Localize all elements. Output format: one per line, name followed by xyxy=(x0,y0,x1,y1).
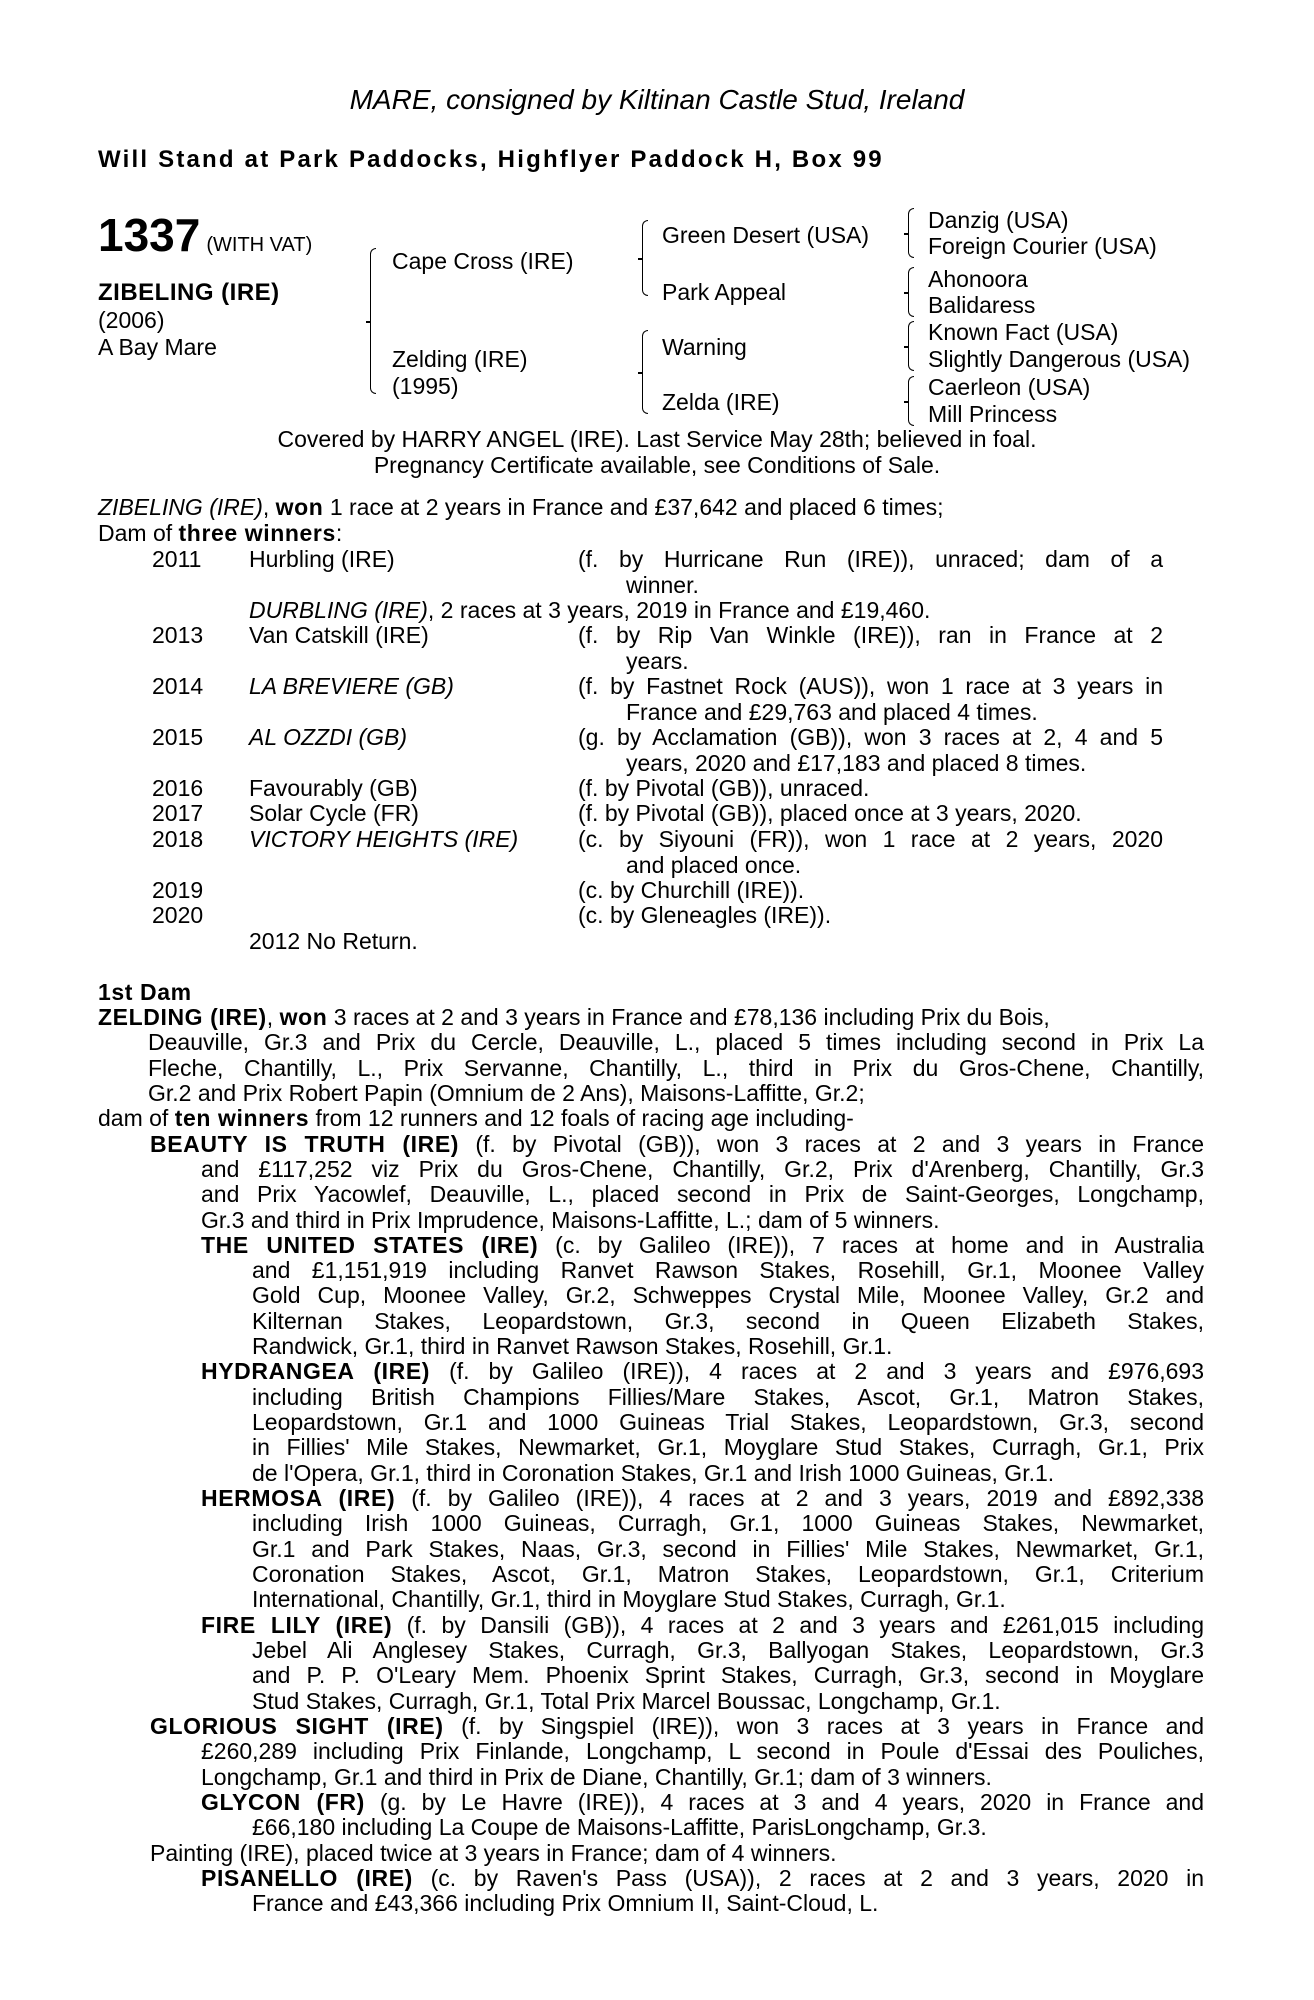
pregnancy-line: Pregnancy Certificate available, see Conditions of Sale. xyxy=(373,452,941,478)
united-line-5: Randwick, Gr.1, third in Ranvet Rawson Stakes, Rosehill, Gr.1. xyxy=(252,1333,893,1359)
no-return-note: 2012 No Return. xyxy=(249,928,418,954)
hermosa-line-5: International, Chantilly, Gr.1, third in Moyglare Stud Stakes, Curragh, Gr.1. xyxy=(252,1586,1006,1612)
produce-name: AL OZZDI (GB) xyxy=(249,724,408,750)
produce-year: 2017 xyxy=(152,800,204,826)
sep: , xyxy=(262,494,276,520)
hermosa-line-1 xyxy=(201,1485,1204,1511)
pedigree-brace-sire xyxy=(638,220,648,296)
produce-details: (f. by Pivotal (GB)), placed once at 3 years, 2020. xyxy=(578,800,1082,826)
pedigree-brace-ss xyxy=(904,208,914,258)
hydrangea-line-1 xyxy=(201,1358,1204,1384)
covered-line: Covered by HARRY ANGEL (IRE). Last Service May 28th; believed in foal. xyxy=(277,426,1037,452)
produce-name: LA BREVIERE (GB) xyxy=(249,673,454,699)
produce-year: 2014 xyxy=(152,673,204,699)
pisanello-line-2: France and £43,366 including Prix Omnium II, Saint-Cloud, L. xyxy=(252,1890,879,1916)
horse-description: A Bay Mare xyxy=(98,334,217,360)
text: (f. by Pivotal (GB)), won 3 races at 2 and 3 years in France xyxy=(459,1131,1204,1157)
text: (f. by Singspiel (IRE)), won 3 races at 3 years in France and xyxy=(443,1713,1205,1739)
stand-location: Will Stand at Park Paddocks, Highflyer Paddock H, Box 99 xyxy=(98,146,884,173)
pedigree-brace-dam xyxy=(638,330,648,414)
first-dam-name: ZELDING (IRE) xyxy=(98,1004,267,1030)
hermosa-name: HERMOSA (IRE) xyxy=(201,1485,396,1511)
beauty-line-4: Gr.3 and third in Prix Imprudence, Maisons-Laffitte, L.; dam of 5 winners. xyxy=(201,1207,940,1233)
colon: : xyxy=(335,520,343,546)
dam-of-line xyxy=(98,520,342,546)
fire-name: FIRE LILY (IRE) xyxy=(201,1612,393,1638)
beauty-line-2: and £117,252 viz Prix du Gros-Chene, Chantilly, Gr.2, Prix d'Arenberg, Chantilly, Gr.3 xyxy=(201,1156,1204,1182)
pedigree-sire-sire: Green Desert (USA) xyxy=(662,222,870,248)
text: 3 races at 2 and 3 years in France and £78,136 including Prix du Bois, xyxy=(327,1004,1050,1030)
glorious-name: GLORIOUS SIGHT (IRE) xyxy=(150,1713,444,1739)
pedigree-brace-gen1 xyxy=(366,248,376,394)
produce-year: 2016 xyxy=(152,775,204,801)
text: (f. by Galileo (IRE)), 4 races at 2 and 3 years and £976,693 xyxy=(430,1358,1204,1384)
pedigree-sire-dam: Park Appeal xyxy=(662,279,787,305)
mare-name: ZIBELING (IRE) xyxy=(98,494,263,520)
hermosa-line-2: including Irish 1000 Guineas, Curragh, Gr.1, 1000 Guineas Stakes, Newmarket, xyxy=(252,1510,1204,1536)
glorious-line-1 xyxy=(150,1713,1204,1739)
pisanello-line-1 xyxy=(201,1865,1204,1891)
produce-details: (f. by Pivotal (GB)), unraced. xyxy=(578,775,870,801)
produce-year: 2011 xyxy=(152,546,202,572)
glycon-line-1 xyxy=(201,1789,1204,1815)
pedigree-sd-sire: Ahonoora xyxy=(928,266,1028,292)
first-dam-line-2: Deauville, Gr.3 and Prix du Cercle, Deauville, L., placed 5 times including second in Prix La xyxy=(148,1029,1204,1055)
text: from 12 runners and 12 foals of racing age including- xyxy=(309,1105,854,1131)
hydrangea-line-2: including British Champions Fillies/Mare Stakes, Ascot, Gr.1, Matron Stakes, xyxy=(252,1384,1204,1410)
text: (g. by Le Havre (IRE)), 4 races at 3 and 4 years, 2020 in France and xyxy=(364,1789,1205,1815)
beauty-name: BEAUTY IS TRUTH (IRE) xyxy=(150,1131,460,1157)
fire-line-2: Jebel Ali Anglesey Stakes, Curragh, Gr.3, Ballyogan Stakes, Leopardstown, Gr.3 xyxy=(252,1637,1204,1663)
winners-count: ten winners xyxy=(174,1105,310,1131)
fire-line-1 xyxy=(201,1612,1204,1638)
pedigree-dam-sire: Warning xyxy=(662,334,747,360)
united-line-1 xyxy=(201,1232,1204,1258)
text: (c. by Galileo (IRE)), 7 races at home and in Australia xyxy=(538,1232,1204,1258)
beauty-line-3: and Prix Yacowlef, Deauville, L., placed second in Prix de Saint-Georges, Longchamp, xyxy=(201,1181,1204,1207)
horse-year: (2006) xyxy=(98,307,165,333)
produce-details: (f. by Rip Van Winkle (IRE)), ran in France at 2 xyxy=(578,622,1163,648)
produce-year: 2013 xyxy=(152,622,204,648)
pedigree-ds-dam: Slightly Dangerous (USA) xyxy=(928,346,1191,372)
produce-details-cont: years, 2020 and £17,183 and placed 8 times. xyxy=(626,750,1087,776)
produce-details-cont: years. xyxy=(626,648,689,674)
first-dam-line-3: Fleche, Chantilly, L., Prix Servanne, Chantilly, L., third in Prix du Gros-Chene, Chantilly, xyxy=(148,1055,1204,1081)
united-line-3: Gold Cup, Moonee Valley, Gr.2, Schweppes Crystal Mile, Moonee Valley, Gr.2 and xyxy=(252,1282,1204,1308)
consignment-title: MARE, consigned by Kiltinan Castle Stud, Ireland xyxy=(349,84,965,115)
lot-number-row xyxy=(98,210,312,270)
beauty-line-1 xyxy=(150,1131,1204,1157)
pedigree-dd-dam: Mill Princess xyxy=(928,401,1058,427)
pedigree-dd-sire: Caerleon (USA) xyxy=(928,374,1091,400)
united-line-4: Kilternan Stakes, Leopardstown, Gr.3, second in Queen Elizabeth Stakes, xyxy=(252,1308,1204,1334)
pedigree-sd-dam: Balidaress xyxy=(928,292,1036,318)
united-line-2: and £1,151,919 including Ranvet Rawson Stakes, Rosehill, Gr.1, Moonee Valley xyxy=(252,1257,1204,1283)
glorious-line-3: Longchamp, Gr.1 and third in Prix de Diane, Chantilly, Gr.1; dam of 3 winners. xyxy=(201,1764,992,1790)
text: dam of xyxy=(98,1105,175,1131)
hydrangea-line-5: de l'Opera, Gr.1, third in Coronation Stakes, Gr.1 and Irish 1000 Guineas, Gr.1. xyxy=(252,1460,1055,1486)
hermosa-line-4: Coronation Stakes, Ascot, Gr.1, Matron Stakes, Leopardstown, Gr.1, Criterium xyxy=(252,1561,1204,1587)
pedigree-ds-sire: Known Fact (USA) xyxy=(928,319,1119,345)
produce-details-cont: winner. xyxy=(626,572,699,598)
horse-name: ZIBELING (IRE) xyxy=(98,279,280,306)
painting-line: Painting (IRE), placed twice at 3 years in France; dam of 4 winners. xyxy=(150,1840,837,1866)
produce-name: Favourably (GB) xyxy=(249,775,418,801)
glycon-name: GLYCON (FR) xyxy=(201,1789,365,1815)
pedigree-ss-sire: Danzig (USA) xyxy=(928,207,1069,233)
produce-details: (c. by Gleneagles (IRE)). xyxy=(578,902,832,928)
produce-year: 2020 xyxy=(152,902,204,928)
produce-details-cont: France and £29,763 and placed 4 times. xyxy=(626,699,1038,725)
produce-details: (g. by Acclamation (GB)), won 3 races at 2, 4 and 5 xyxy=(578,724,1163,750)
pedigree-ss-dam: Foreign Courier (USA) xyxy=(928,233,1157,259)
pedigree-dam: Zelding (IRE) xyxy=(392,346,528,372)
produce-details: (c. by Churchill (IRE)). xyxy=(578,877,805,903)
won-label: won xyxy=(279,1004,328,1030)
glorious-line-2: £260,289 including Prix Finlande, Longchamp, L second in Poule d'Essai des Pouliches, xyxy=(201,1738,1204,1764)
produce-details-cont: and placed once. xyxy=(626,852,802,878)
pedigree-brace-dd xyxy=(904,376,914,426)
sub-name: DURBLING (IRE) xyxy=(249,597,428,623)
fire-line-3: and P. P. O'Leary Mem. Phoenix Sprint Stakes, Curragh, Gr.3, second in Moyglare xyxy=(252,1662,1204,1688)
pedigree-dam-year: (1995) xyxy=(392,373,459,399)
dam-of-count: three winners xyxy=(178,520,336,546)
produce-sub-entry xyxy=(249,597,930,623)
glycon-line-2: £66,180 including La Coupe de Maisons-Laffitte, ParisLongchamp, Gr.3. xyxy=(252,1814,987,1840)
first-dam-line-5 xyxy=(98,1105,854,1131)
produce-details: (f. by Fastnet Rock (AUS)), won 1 race at 3 years in xyxy=(578,673,1163,699)
text: (f. by Dansili (GB)), 4 races at 2 and 3 years and £261,015 including xyxy=(392,1612,1204,1638)
produce-name: Van Catskill (IRE) xyxy=(249,622,429,648)
hydrangea-line-3: Leopardstown, Gr.1 and 1000 Guineas Trial Stakes, Leopardstown, Gr.3, second xyxy=(252,1409,1204,1435)
first-dam-line-1 xyxy=(98,1004,1050,1030)
dam-of-label: Dam of xyxy=(98,520,179,546)
fire-line-4: Stud Stakes, Curragh, Gr.1, Total Prix Marcel Boussac, Longchamp, Gr.1. xyxy=(252,1688,1001,1714)
produce-name: VICTORY HEIGHTS (IRE) xyxy=(249,826,519,852)
pedigree-brace-ds xyxy=(904,321,914,371)
produce-year: 2019 xyxy=(152,877,204,903)
pisanello-name: PISANELLO (IRE) xyxy=(201,1865,413,1891)
text: (f. by Galileo (IRE)), 4 races at 2 and 3 years, 2019 and £892,338 xyxy=(395,1485,1204,1511)
hermosa-line-3: Gr.1 and Park Stakes, Naas, Gr.3, second in Fillies' Mile Stakes, Newmarket, Gr.1, xyxy=(252,1536,1204,1562)
mare-record-text: 1 race at 2 years in France and £37,642 and placed 6 times; xyxy=(323,494,944,520)
won-label: won xyxy=(275,494,324,520)
first-dam-line-4: Gr.2 and Prix Robert Papin (Omnium de 2 Ans), Maisons-Laffitte, Gr.2; xyxy=(148,1080,865,1106)
pedigree-brace-sd xyxy=(904,267,914,317)
produce-details: (f. by Hurricane Run (IRE)), unraced; dam of a xyxy=(578,546,1163,572)
produce-details: (c. by Siyouni (FR)), won 1 race at 2 years, 2020 xyxy=(578,826,1163,852)
produce-year: 2018 xyxy=(152,826,204,852)
text: (c. by Raven's Pass (USA)), 2 races at 2 and 3 years, 2020 in xyxy=(412,1865,1204,1891)
sub-text: , 2 races at 3 years, 2019 in France and £19,460. xyxy=(427,597,931,623)
produce-name: Hurbling (IRE) xyxy=(249,546,395,572)
produce-year: 2015 xyxy=(152,724,204,750)
sep: , xyxy=(266,1004,280,1030)
hydrangea-name: HYDRANGEA (IRE) xyxy=(201,1358,431,1384)
produce-name: Solar Cycle (FR) xyxy=(249,800,419,826)
pedigree-sire: Cape Cross (IRE) xyxy=(392,248,574,274)
hydrangea-line-4: in Fillies' Mile Stakes, Newmarket, Gr.1, Moyglare Stud Stakes, Curragh, Gr.1, Prix xyxy=(252,1434,1204,1460)
lot-number: 1337 xyxy=(98,209,201,261)
pedigree-dam-dam: Zelda (IRE) xyxy=(662,389,780,415)
united-name: THE UNITED STATES (IRE) xyxy=(201,1232,539,1258)
vat-note: (WITH VAT) xyxy=(206,234,313,256)
mare-record xyxy=(98,494,944,520)
section-heading-first-dam: 1st Dam xyxy=(98,979,192,1005)
